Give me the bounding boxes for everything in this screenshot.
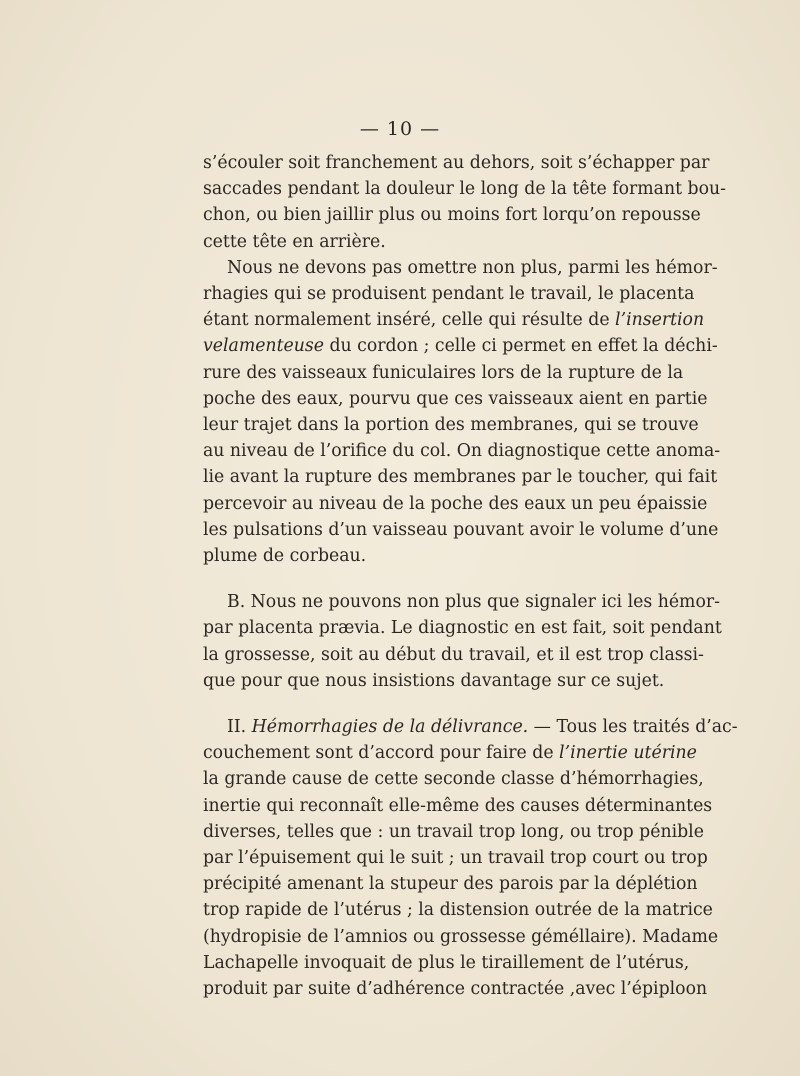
text-fragment: couchement sont d’accord pour faire de l’inertie utérine [203,743,697,764]
text-line: saccades pendant la douleur le long de la tête formant bou- [203,179,726,200]
text-line [203,740,697,766]
text-line: la grande cause de cette seconde classe d’hémorrhagies, [203,769,704,790]
text-line: leur trajet dans la portion des membranes, qui se trouve [203,415,699,436]
text-line: plume de corbeau. [203,546,367,567]
text-line: trop rapide de l’utérus ; la distension outrée de la matrice [203,900,713,921]
text-line: percevoir au niveau de la poche des eaux un peu épaissie [203,493,708,514]
text-line: que pour que nous insistions davantage sur ce sujet. [203,670,665,691]
page-number: — 10 — [359,118,441,140]
text-line: chon, ou bien jaillir plus ou moins fort lorqu’on repousse [203,205,701,226]
text-line: rhagies qui se produisent pendant le travail, le placenta [203,284,695,305]
text-line: la grossesse, soit au début du travail, et il est trop classi- [203,644,704,665]
paragraph-3 [203,589,722,694]
text-line: B. Nous ne pouvons non plus que signaler ici les hémor- [227,592,720,613]
text-line [203,333,718,359]
text-line: rure des vaisseaux funiculaires lors de la rupture de la [203,362,684,383]
text-line: inertie qui reconnaît elle-même des causes déterminantes [203,795,713,816]
text-line: produit par suite d’adhérence contractée ,avec l’épiploon [203,979,708,1000]
body-text [203,150,738,1002]
text-line: cette tête en arrière. [203,231,386,252]
text-fragment: velamenteuse du cordon ; celle ci permet en effet la déchi- [203,336,718,357]
text-line: poche des eaux, pourvu que ces vaisseaux aient en partie [203,388,708,409]
text-line: les pulsations d’un vaisseau pouvant avoir le volume d’une [203,519,719,540]
text-fragment: II. Hémorrhagies de la délivrance. — Tous les traités d’ac- [227,717,738,738]
text-line: par placenta prævia. Le diagnostic en est fait, soit pendant [203,618,722,639]
text-line: au niveau de l’orifice du col. On diagnostique cette anoma- [203,441,721,462]
paragraph-4 [203,714,738,1002]
text-line [203,714,738,740]
text-line: lie avant la rupture des membranes par le toucher, qui fait [203,467,718,488]
text-line: Nous ne devons pas omettre non plus, parmi les hémor- [227,257,718,278]
text-line: diverses, telles que : un travail trop long, ou trop pénible [203,821,704,842]
text-line: par l’épuisement qui le suit ; un travail trop court ou trop [203,848,708,869]
text-fragment: étant normalement inséré, celle qui résulte de l’insertion [203,310,705,331]
text-line: Lachapelle invoquait de plus le tiraillement de l’utérus, [203,952,690,973]
paragraph-1 [203,150,726,255]
text-line: (hydropisie de l’amnios ou grossesse géméllaire). Madame [203,926,719,947]
text-line [203,307,705,333]
paragraph-2 [203,255,721,569]
text-line: s’écouler soit franchement au dehors, soit s’échapper par [203,153,710,173]
text-line: précipité amenant la stupeur des parois par la déplétion [203,874,698,895]
